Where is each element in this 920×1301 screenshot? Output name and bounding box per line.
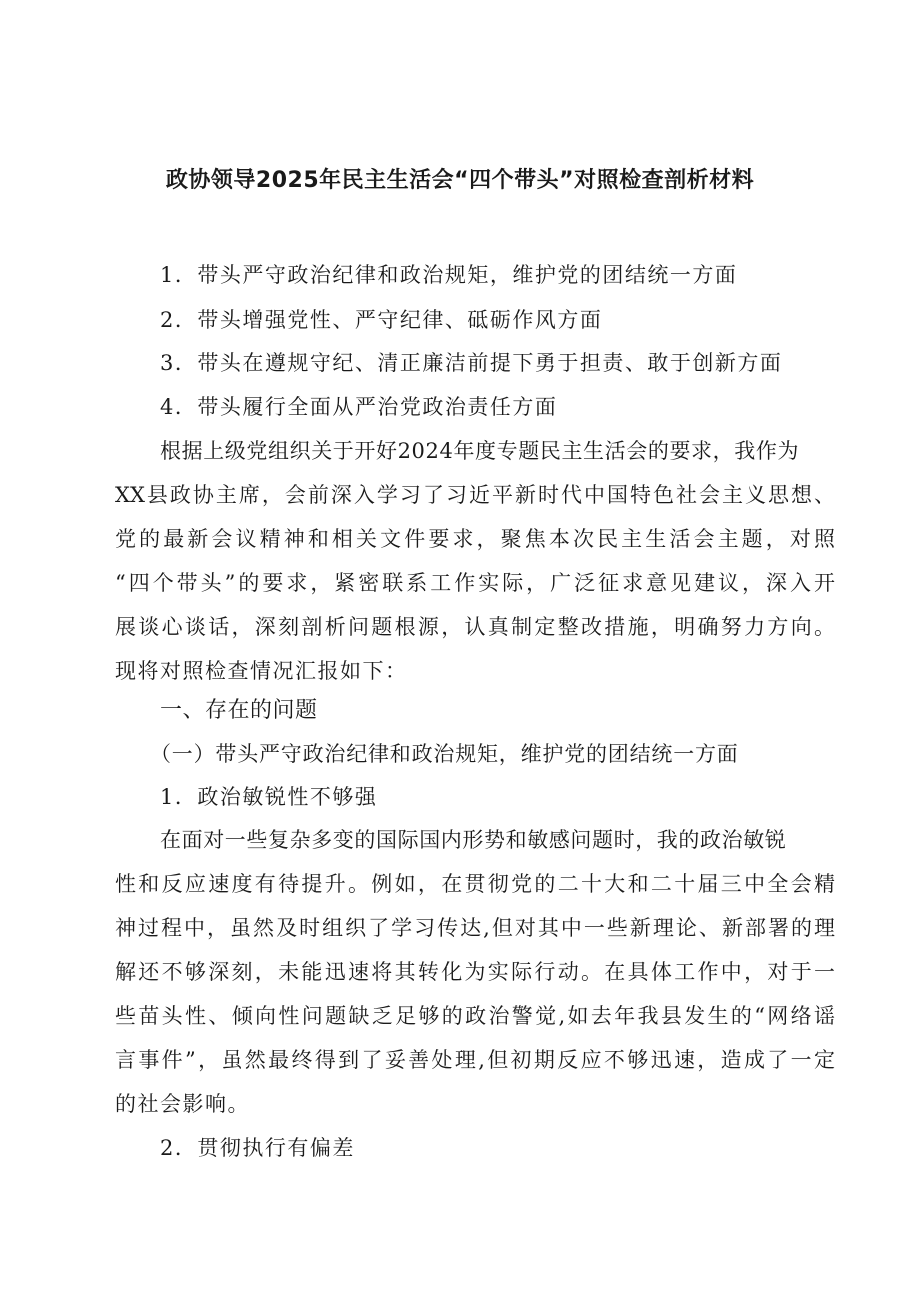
- item-2-heading: 2．贯彻执行有偏差: [160, 1136, 355, 1160]
- item-1-body-line-5: 些苗头性、倾向性问题缺乏足够的政治警觉,如去年我县发生的“网络谣: [115, 1004, 835, 1028]
- section-heading: 一、存在的问题: [160, 698, 318, 723]
- item-1-body-line-1: 在面对一些复杂多变的国际国内形势和敏感问题时，我的政治敏锐: [160, 828, 787, 852]
- toc-item-2: 2．带头增强党性、严守纪律、砥砺作风方面: [160, 308, 603, 332]
- toc-item-3: 3．带头在遵规守纪、清正廉洁前提下勇于担责、敢于创新方面: [160, 351, 783, 375]
- item-1-body-line-4: 解还不够深刻，未能迅速将其转化为实际行动。在具体工作中，对于一: [115, 960, 835, 984]
- toc-item-4: 4．带头履行全面从严治党政治责任方面: [160, 395, 558, 419]
- intro-line-2: XX县政协主席，会前深入学习了习近平新时代中国特色社会主义思想、: [115, 483, 835, 507]
- intro-line-5: 展谈心谈话，深刻剖析问题根源，认真制定整改措施，明确努力方向。: [115, 615, 835, 639]
- intro-line-6: 现将对照检查情况汇报如下：: [115, 659, 408, 683]
- item-1-body-line-6: 言事件”，虽然最终得到了妥善处理,但初期反应不够迅速，造成了一定: [115, 1048, 835, 1072]
- intro-line-4: “四个带头”的要求，紧密联系工作实际，广泛征求意见建议，深入开: [115, 571, 835, 595]
- item-1-heading: 1．政治敏锐性不够强: [160, 785, 378, 809]
- subsection-heading: （一）带头严守政治纪律和政治规矩，维护党的团结统一方面: [150, 742, 739, 766]
- intro-line-1: 根据上级党组织关于开好2024年度专题民主生活会的要求，我作为: [160, 439, 800, 463]
- document-title: 政协领导2025年民主生活会“四个带头”对照检查剖析材料: [165, 168, 755, 193]
- intro-line-3: 党的最新会议精神和相关文件要求，聚焦本次民主生活会主题，对照: [115, 527, 835, 551]
- item-1-body-line-2: 性和反应速度有待提升。例如，在贯彻党的二十大和二十届三中全会精: [115, 872, 835, 896]
- item-1-body-line-7: 的社会影响。: [115, 1092, 250, 1116]
- toc-item-1: 1．带头严守政治纪律和政治规矩，维护党的团结统一方面: [160, 263, 738, 287]
- item-1-body-line-3: 神过程中，虽然及时组织了学习传达,但对其中一些新理论、新部署的理: [115, 916, 835, 940]
